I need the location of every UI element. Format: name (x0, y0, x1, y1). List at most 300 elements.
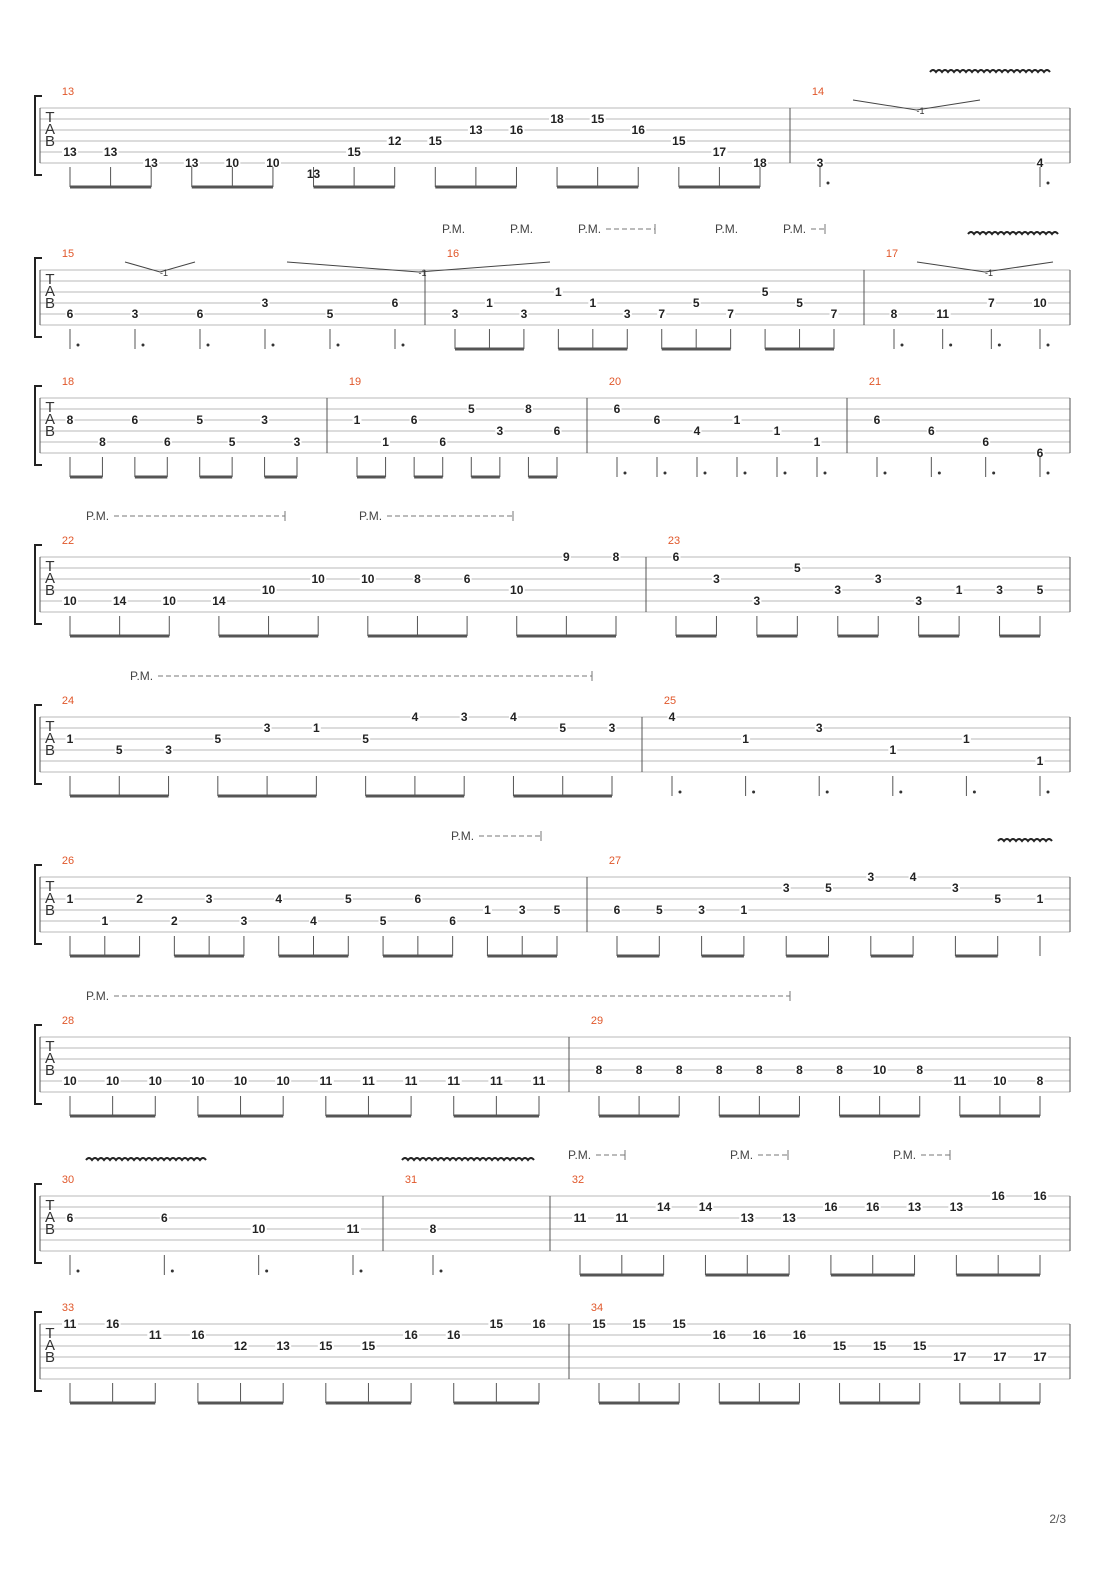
fret-number: 13 (740, 1211, 754, 1225)
dot (440, 1270, 443, 1273)
staff-system (35, 86, 1070, 187)
dot (77, 1270, 80, 1273)
dot (265, 1270, 268, 1273)
fret-number: 1 (963, 732, 970, 746)
fret-number: 17 (953, 1350, 967, 1364)
fret-number: 6 (449, 914, 456, 928)
fret-number: 6 (196, 307, 204, 321)
fret-number: 16 (752, 1328, 767, 1342)
fret-number: 14 (656, 1200, 671, 1214)
tab-clef-letter: T (45, 271, 55, 288)
fret-number: 10 (63, 1074, 77, 1088)
fret-number: 8 (635, 1063, 643, 1077)
fret-number: 11 (953, 1074, 967, 1088)
fret-number: 2 (136, 892, 143, 906)
fret-number: 11 (63, 1317, 77, 1331)
dot (1047, 182, 1050, 185)
measure-number: 13 (61, 86, 75, 98)
palm-mute-label: P.M. (442, 222, 466, 236)
palm-mute-label: P.M. (568, 1148, 592, 1162)
fret-number: 1 (353, 413, 361, 427)
fret-number: 15 (489, 1317, 504, 1331)
fret-number: 3 (623, 307, 631, 321)
fret-number: 3 (460, 710, 468, 724)
fret-number: 13 (276, 1339, 290, 1353)
fret-number: 3 (165, 743, 172, 757)
fret-number: 3 (518, 903, 526, 917)
tab-clef-letter: B (44, 295, 56, 312)
measure-number: 27 (608, 855, 622, 867)
palm-mute-label: P.M. (715, 222, 739, 236)
fret-number: 16 (105, 1317, 120, 1331)
measure-number: 14 (811, 86, 825, 98)
tab-clef-letter: T (45, 109, 55, 126)
fret-number: 16 (191, 1328, 205, 1342)
fret-number: 4 (310, 914, 317, 928)
fret-number: 5 (379, 914, 387, 928)
fret-number: 4 (693, 424, 701, 438)
fret-number: 8 (756, 1063, 763, 1077)
fret-number: 13 (469, 123, 483, 137)
fret-number: 13 (306, 167, 321, 181)
dot (826, 791, 829, 794)
fret-number: 17 (993, 1350, 1007, 1364)
fret-number: 8 (916, 1063, 924, 1077)
fret-number: 12 (388, 134, 402, 148)
fret-number: 13 (103, 145, 118, 159)
fret-number: 10 (1033, 296, 1047, 310)
fret-number: 1 (555, 285, 562, 299)
fret-number: 16 (866, 1200, 880, 1214)
tab-clef-letter: A (44, 1209, 56, 1226)
fret-number: 14 (698, 1200, 713, 1214)
fret-number: 10 (261, 583, 276, 597)
fret-number: 11 (532, 1074, 546, 1088)
fret-number: 1 (486, 296, 493, 310)
fret-number: 13 (185, 156, 199, 170)
fret-number: 15 (319, 1339, 333, 1353)
fret-number: 6 (391, 296, 399, 310)
dot (901, 344, 904, 347)
palm-mute-label: P.M. (510, 222, 534, 236)
dot (949, 344, 952, 347)
fret-number: 10 (993, 1074, 1007, 1088)
fret-number: 8 (796, 1063, 803, 1077)
fret-number: 1 (484, 903, 491, 917)
tab-clef-letter: A (44, 890, 56, 907)
fret-number: 3 (608, 721, 616, 735)
dot (704, 472, 707, 475)
fret-number: 8 (612, 550, 620, 564)
fret-number: 13 (782, 1211, 796, 1225)
tab-clef-letter: B (44, 1349, 56, 1366)
fret-number: 1 (313, 721, 320, 735)
fret-number: 11 (615, 1211, 629, 1225)
fret-number: 8 (429, 1222, 437, 1236)
measure-number: 33 (61, 1302, 75, 1314)
staff-system (35, 695, 1070, 796)
measure-number: 26 (61, 855, 75, 867)
tab-clef-letter: A (44, 1050, 56, 1067)
tab-clef-letter: B (44, 582, 56, 599)
dot (992, 472, 995, 475)
fret-number: 16 (712, 1328, 726, 1342)
fret-number: 17 (1033, 1350, 1047, 1364)
fret-number: 10 (105, 1074, 120, 1088)
dot (360, 1270, 363, 1273)
fret-number: 18 (753, 156, 767, 170)
fret-number: 1 (733, 413, 741, 427)
fret-number: 1 (955, 583, 963, 597)
dot (827, 182, 830, 185)
tab-clef-letter: T (45, 1197, 55, 1214)
fret-number: 6 (410, 413, 418, 427)
measure-number: 17 (885, 248, 899, 260)
fret-number: 16 (1033, 1189, 1047, 1203)
fret-number: 6 (927, 424, 935, 438)
fret-number: 1 (382, 435, 389, 449)
dot (884, 472, 887, 475)
fret-number: 3 (782, 881, 790, 895)
fret-number: 12 (233, 1339, 248, 1353)
measure-number: 32 (571, 1174, 585, 1186)
vibrato-line (402, 1158, 534, 1160)
tab-clef-letter: T (45, 558, 55, 575)
dot (973, 791, 976, 794)
fret-number: 11 (148, 1328, 162, 1342)
tab-clef-letter: B (44, 1221, 56, 1238)
fret-number: 7 (987, 296, 995, 310)
dot (337, 344, 340, 347)
measure-number: 19 (348, 376, 362, 388)
vibrato-line (930, 70, 1050, 72)
fret-number: 8 (595, 1063, 603, 1077)
fret-number: 3 (952, 881, 959, 895)
fret-number: 16 (509, 123, 524, 137)
tab-clef-letter: B (44, 133, 56, 150)
fret-number: 3 (263, 721, 271, 735)
fret-number: 6 (463, 572, 471, 586)
tab-clef-letter: A (44, 730, 56, 747)
fret-number: 6 (553, 424, 561, 438)
fret-number: 16 (792, 1328, 807, 1342)
fret-number: 5 (214, 732, 222, 746)
fret-number: 6 (414, 892, 422, 906)
measure-number: 20 (608, 376, 622, 388)
fret-number: 3 (815, 721, 823, 735)
fret-number: 3 (261, 413, 268, 427)
fret-number: 17 (712, 145, 727, 159)
measure-number: 22 (61, 535, 75, 547)
fret-number: 16 (532, 1317, 546, 1331)
fret-number: 15 (632, 1317, 646, 1331)
fret-number: 16 (631, 123, 645, 137)
fret-number: 10 (510, 583, 524, 597)
tab-clef-letter: A (44, 121, 56, 138)
fret-number: 18 (550, 112, 564, 126)
fret-number: 1 (813, 435, 821, 449)
fret-number: 1 (889, 743, 897, 757)
dot (1047, 344, 1050, 347)
fret-number: 6 (672, 550, 680, 564)
fret-number: 1 (1036, 892, 1044, 906)
fret-number: 1 (66, 732, 74, 746)
fret-number: 7 (830, 307, 838, 321)
bend-amount: -1 (418, 268, 427, 278)
bend-amount: -1 (159, 268, 169, 278)
fret-number: 1 (1036, 754, 1044, 768)
fret-number: 10 (225, 156, 240, 170)
tab-clef-letter: B (44, 1062, 56, 1079)
fret-number: 14 (212, 594, 226, 608)
fret-number: 6 (66, 1211, 74, 1225)
fret-number: 3 (915, 594, 923, 608)
fret-number: 15 (672, 134, 686, 148)
fret-number: 16 (447, 1328, 461, 1342)
fret-number: 5 (115, 743, 123, 757)
dot (744, 472, 747, 475)
fret-number: 15 (590, 112, 605, 126)
measure-number: 34 (590, 1302, 604, 1314)
vibrato-line (998, 839, 1052, 841)
fret-number: 10 (872, 1063, 887, 1077)
fret-number: 5 (1036, 583, 1044, 597)
palm-mute-label: P.M. (730, 1148, 754, 1162)
palm-mute-label: P.M. (893, 1148, 917, 1162)
fret-number: 3 (834, 583, 842, 597)
fret-number: 5 (793, 561, 801, 575)
fret-number: 8 (715, 1063, 723, 1077)
fret-number: 15 (832, 1339, 847, 1353)
fret-number: 11 (936, 307, 950, 321)
fret-number: 15 (361, 1339, 376, 1353)
fret-number: 10 (251, 1222, 266, 1236)
fret-number: 8 (675, 1063, 683, 1077)
dot (1047, 472, 1050, 475)
tab-clef-letter: A (44, 411, 56, 428)
fret-number: 13 (907, 1200, 922, 1214)
palm-mute-label: P.M. (451, 829, 475, 843)
fret-number: 9 (563, 550, 570, 564)
fret-number: 3 (996, 583, 1003, 597)
fret-number: 15 (872, 1339, 887, 1353)
fret-number: 4 (275, 892, 283, 906)
tab-clef-letter: B (44, 423, 56, 440)
dot (664, 472, 667, 475)
dot (824, 472, 827, 475)
fret-number: 10 (276, 1074, 290, 1088)
measure-number: 28 (61, 1015, 75, 1027)
fret-number: 5 (692, 296, 700, 310)
fret-number: 8 (414, 572, 421, 586)
fret-number: 10 (63, 594, 77, 608)
vibrato-line (86, 1158, 206, 1160)
staff-system (35, 535, 1070, 636)
fret-number: 11 (362, 1074, 375, 1088)
fret-number: 5 (761, 285, 769, 299)
fret-number: 1 (66, 892, 74, 906)
fret-number: 1 (740, 903, 748, 917)
fret-number: 10 (311, 572, 325, 586)
fret-number: 11 (490, 1074, 503, 1088)
fret-number: 11 (404, 1074, 418, 1088)
fret-number: 3 (205, 892, 213, 906)
measure-number: 24 (61, 695, 75, 707)
measure-number: 30 (61, 1174, 75, 1186)
fret-number: 6 (982, 435, 990, 449)
fret-number: 3 (753, 594, 761, 608)
dot (1047, 791, 1050, 794)
fret-number: 11 (573, 1211, 587, 1225)
measure-number: 29 (590, 1015, 604, 1027)
fret-number: 16 (991, 1189, 1005, 1203)
measure-number: 21 (868, 376, 882, 388)
tab-clef-letter: B (44, 902, 56, 919)
dot (272, 344, 275, 347)
fret-number: 3 (874, 572, 882, 586)
dot (784, 472, 787, 475)
fret-number: 3 (867, 870, 875, 884)
fret-number: 11 (447, 1074, 461, 1088)
fret-number: 8 (1036, 1074, 1044, 1088)
bend-amount: -1 (916, 106, 925, 116)
fret-number: 6 (160, 1211, 168, 1225)
fret-number: 1 (101, 914, 109, 928)
fret-number: 2 (171, 914, 178, 928)
fret-number: 11 (319, 1074, 333, 1088)
fret-number: 8 (66, 413, 74, 427)
fret-number: 8 (836, 1063, 843, 1077)
fret-number: 10 (233, 1074, 248, 1088)
fret-number: 6 (439, 435, 447, 449)
palm-mute-label: P.M. (783, 222, 807, 236)
dot (207, 344, 210, 347)
fret-number: 6 (163, 435, 171, 449)
measure-number: 16 (446, 248, 460, 260)
fret-number: 3 (496, 424, 504, 438)
tab-clef-letter: T (45, 718, 55, 735)
fret-number: 14 (112, 594, 127, 608)
palm-mute-label: P.M. (130, 669, 154, 683)
fret-number: 3 (520, 307, 528, 321)
fret-number: 7 (727, 307, 734, 321)
bend-amount: -1 (984, 268, 994, 278)
dot (679, 791, 682, 794)
fret-number: 11 (346, 1222, 360, 1236)
fret-number: 5 (228, 435, 236, 449)
fret-number: 7 (658, 307, 666, 321)
measure-number: 18 (61, 376, 75, 388)
tab-clef-letter: A (44, 283, 56, 300)
palm-mute-label: P.M. (359, 509, 383, 523)
page-number: 2/3 (1049, 1512, 1066, 1526)
measure-number: 23 (667, 535, 681, 547)
dot (142, 344, 145, 347)
tab-clef-letter: T (45, 399, 55, 416)
fret-number: 4 (909, 870, 917, 884)
fret-number: 6 (653, 413, 661, 427)
vibrato-line (968, 232, 1058, 234)
dot (998, 344, 1001, 347)
fret-number: 3 (261, 296, 269, 310)
fret-number: 5 (559, 721, 567, 735)
dot (624, 472, 627, 475)
fret-number: 5 (326, 307, 334, 321)
fret-number: 15 (672, 1317, 686, 1331)
fret-number: 6 (613, 402, 621, 416)
tab-clef-letter: T (45, 1038, 55, 1055)
measure-number: 15 (61, 248, 75, 260)
fret-number: 10 (361, 572, 375, 586)
fret-number: 3 (293, 435, 301, 449)
fret-number: 13 (949, 1200, 964, 1214)
fret-number: 3 (816, 156, 824, 170)
fret-number: 1 (589, 296, 597, 310)
staff-system (35, 1174, 1070, 1275)
fret-number: 4 (668, 710, 676, 724)
fret-number: 1 (773, 424, 781, 438)
dot (938, 472, 941, 475)
fret-number: 5 (196, 413, 204, 427)
fret-number: 4 (411, 710, 419, 724)
fret-number: 6 (131, 413, 139, 427)
fret-number: 5 (467, 402, 475, 416)
fret-number: 5 (553, 903, 561, 917)
fret-number: 3 (131, 307, 139, 321)
fret-number: 16 (404, 1328, 418, 1342)
tab-clef-letter: A (44, 570, 56, 587)
fret-number: 15 (913, 1339, 927, 1353)
fret-number: 1 (742, 732, 749, 746)
fret-number: 3 (240, 914, 248, 928)
palm-mute-label: P.M. (86, 989, 110, 1003)
fret-number: 6 (613, 903, 621, 917)
staff-system (35, 855, 1070, 956)
fret-number: 13 (63, 145, 77, 159)
fret-number: 4 (1036, 156, 1044, 170)
fret-number: 6 (1036, 446, 1044, 460)
fret-number: 10 (148, 1074, 162, 1088)
measure-number: 25 (663, 695, 677, 707)
fret-number: 10 (191, 1074, 205, 1088)
dot (171, 1270, 174, 1273)
fret-number: 13 (144, 156, 158, 170)
tab-clef-letter: T (45, 1325, 55, 1342)
fret-number: 6 (873, 413, 881, 427)
fret-number: 4 (510, 710, 517, 724)
fret-number: 5 (655, 903, 663, 917)
fret-number: 8 (890, 307, 898, 321)
fret-number: 5 (362, 732, 369, 746)
fret-number: 3 (713, 572, 720, 586)
staff-system (35, 1302, 1070, 1403)
tab-clef-letter: B (44, 742, 56, 759)
staff-system (35, 376, 1070, 477)
dot (899, 791, 902, 794)
fret-number: 10 (266, 156, 280, 170)
fret-number: 5 (994, 892, 1002, 906)
fret-number: 5 (796, 296, 803, 310)
fret-number: 15 (428, 134, 442, 148)
fret-number: 5 (825, 881, 832, 895)
fret-number: 10 (162, 594, 176, 608)
measure-number: 31 (404, 1174, 418, 1186)
tab-clef-letter: T (45, 878, 55, 895)
dot (77, 344, 80, 347)
dot (402, 344, 405, 347)
dot (752, 791, 755, 794)
palm-mute-label: P.M. (86, 509, 110, 523)
